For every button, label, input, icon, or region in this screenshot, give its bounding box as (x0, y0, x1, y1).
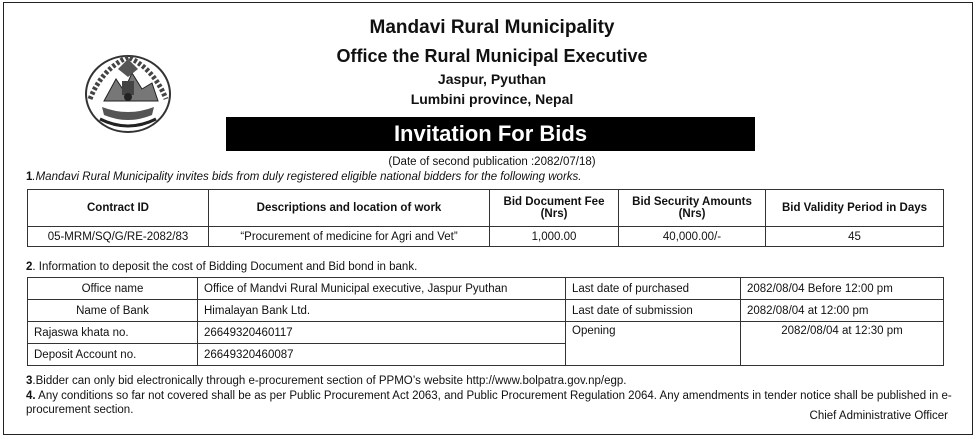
page-title: Invitation For Bids (226, 117, 755, 151)
table-row (28, 322, 944, 344)
submission-date-label: Last date of submission (566, 300, 741, 322)
office-address: Jaspur, Pyuthan (437, 71, 547, 87)
khata-label: Rajaswa khata no. (28, 322, 198, 344)
paragraph-1-number: 1 (26, 171, 33, 183)
header-description: Descriptions and location of work (209, 190, 490, 227)
office-name: Office the Rural Municipal Executive (336, 46, 648, 66)
cell-contract-id: 05-MRM/SQ/G/RE-2082/83 (28, 227, 209, 247)
opening-value: 2082/08/04 at 12:30 pm (741, 322, 944, 366)
bid-table-header-row (28, 190, 944, 227)
publication-date: (Date of second publication :2082/07/18) (388, 156, 596, 168)
signature: Chief Administrative Officer (809, 410, 948, 422)
notice-page (3, 2, 973, 435)
khata-value: 26649320460117 (198, 322, 566, 344)
paragraph-2 (26, 261, 417, 273)
bid-table (27, 189, 944, 247)
paragraph-2-text: . Information to deposit the cost of Bidding Document and Bid bond in bank. (32, 261, 418, 273)
paragraph-4-text: Any conditions so far not covered shall be as per Public Procurement Act 2063, and Public Procurement Regulation 2064. Any amendments in tender notice shall be published in e-procurement section. (26, 390, 952, 416)
office-name-value: Office of Mandvi Rural Municipal executive, Jaspur Pyuthan (198, 278, 566, 300)
cell-validity-period: 45 (766, 227, 944, 247)
table-row (28, 300, 944, 322)
deposit-table (27, 277, 944, 366)
table-row (28, 278, 944, 300)
paragraph-4-number: 4. (26, 390, 36, 402)
paragraph-3 (26, 375, 626, 387)
opening-label: Opening (566, 322, 741, 366)
submission-date-value: 2082/08/04 at 12:00 pm (741, 300, 944, 322)
office-province: Lumbini province, Nepal (410, 91, 574, 107)
bank-name-label: Name of Bank (28, 300, 198, 322)
paragraph-2-number: 2 (26, 261, 33, 273)
cell-security-amount: 40,000.00/- (619, 227, 766, 247)
paragraph-1-text: .Mandavi Rural Municipality invites bids from duly registered eligible national bidders for the following works. (32, 171, 582, 183)
cell-document-fee: 1,000.00 (490, 227, 619, 247)
deposit-account-value: 26649320460087 (198, 344, 566, 366)
municipality-name: Mandavi Rural Municipality (369, 17, 615, 38)
header-security-amount: Bid Security Amounts (Nrs) (619, 190, 766, 227)
office-name-label: Office name (28, 278, 198, 300)
bank-name-value: Himalayan Bank Ltd. (198, 300, 566, 322)
paragraph-3-text: .Bidder can only bid electronically through e-procurement section of PPMO’s website http://www.bolpatra.gov.np/egp. (32, 375, 627, 387)
header-validity-period: Bid Validity Period in Days (766, 190, 944, 227)
table-row (28, 227, 944, 247)
paragraph-1 (26, 171, 581, 183)
paragraph-3-number: 3 (26, 375, 33, 387)
cell-description: “Procurement of medicine for Agri and Vet” (209, 227, 490, 247)
purchase-date-label: Last date of purchased (566, 278, 741, 300)
header-document-fee: Bid Document Fee (Nrs) (490, 190, 619, 227)
deposit-account-label: Deposit Account no. (28, 344, 198, 366)
header-contract-id: Contract ID (28, 190, 209, 227)
purchase-date-value: 2082/08/04 Before 12:00 pm (741, 278, 944, 300)
